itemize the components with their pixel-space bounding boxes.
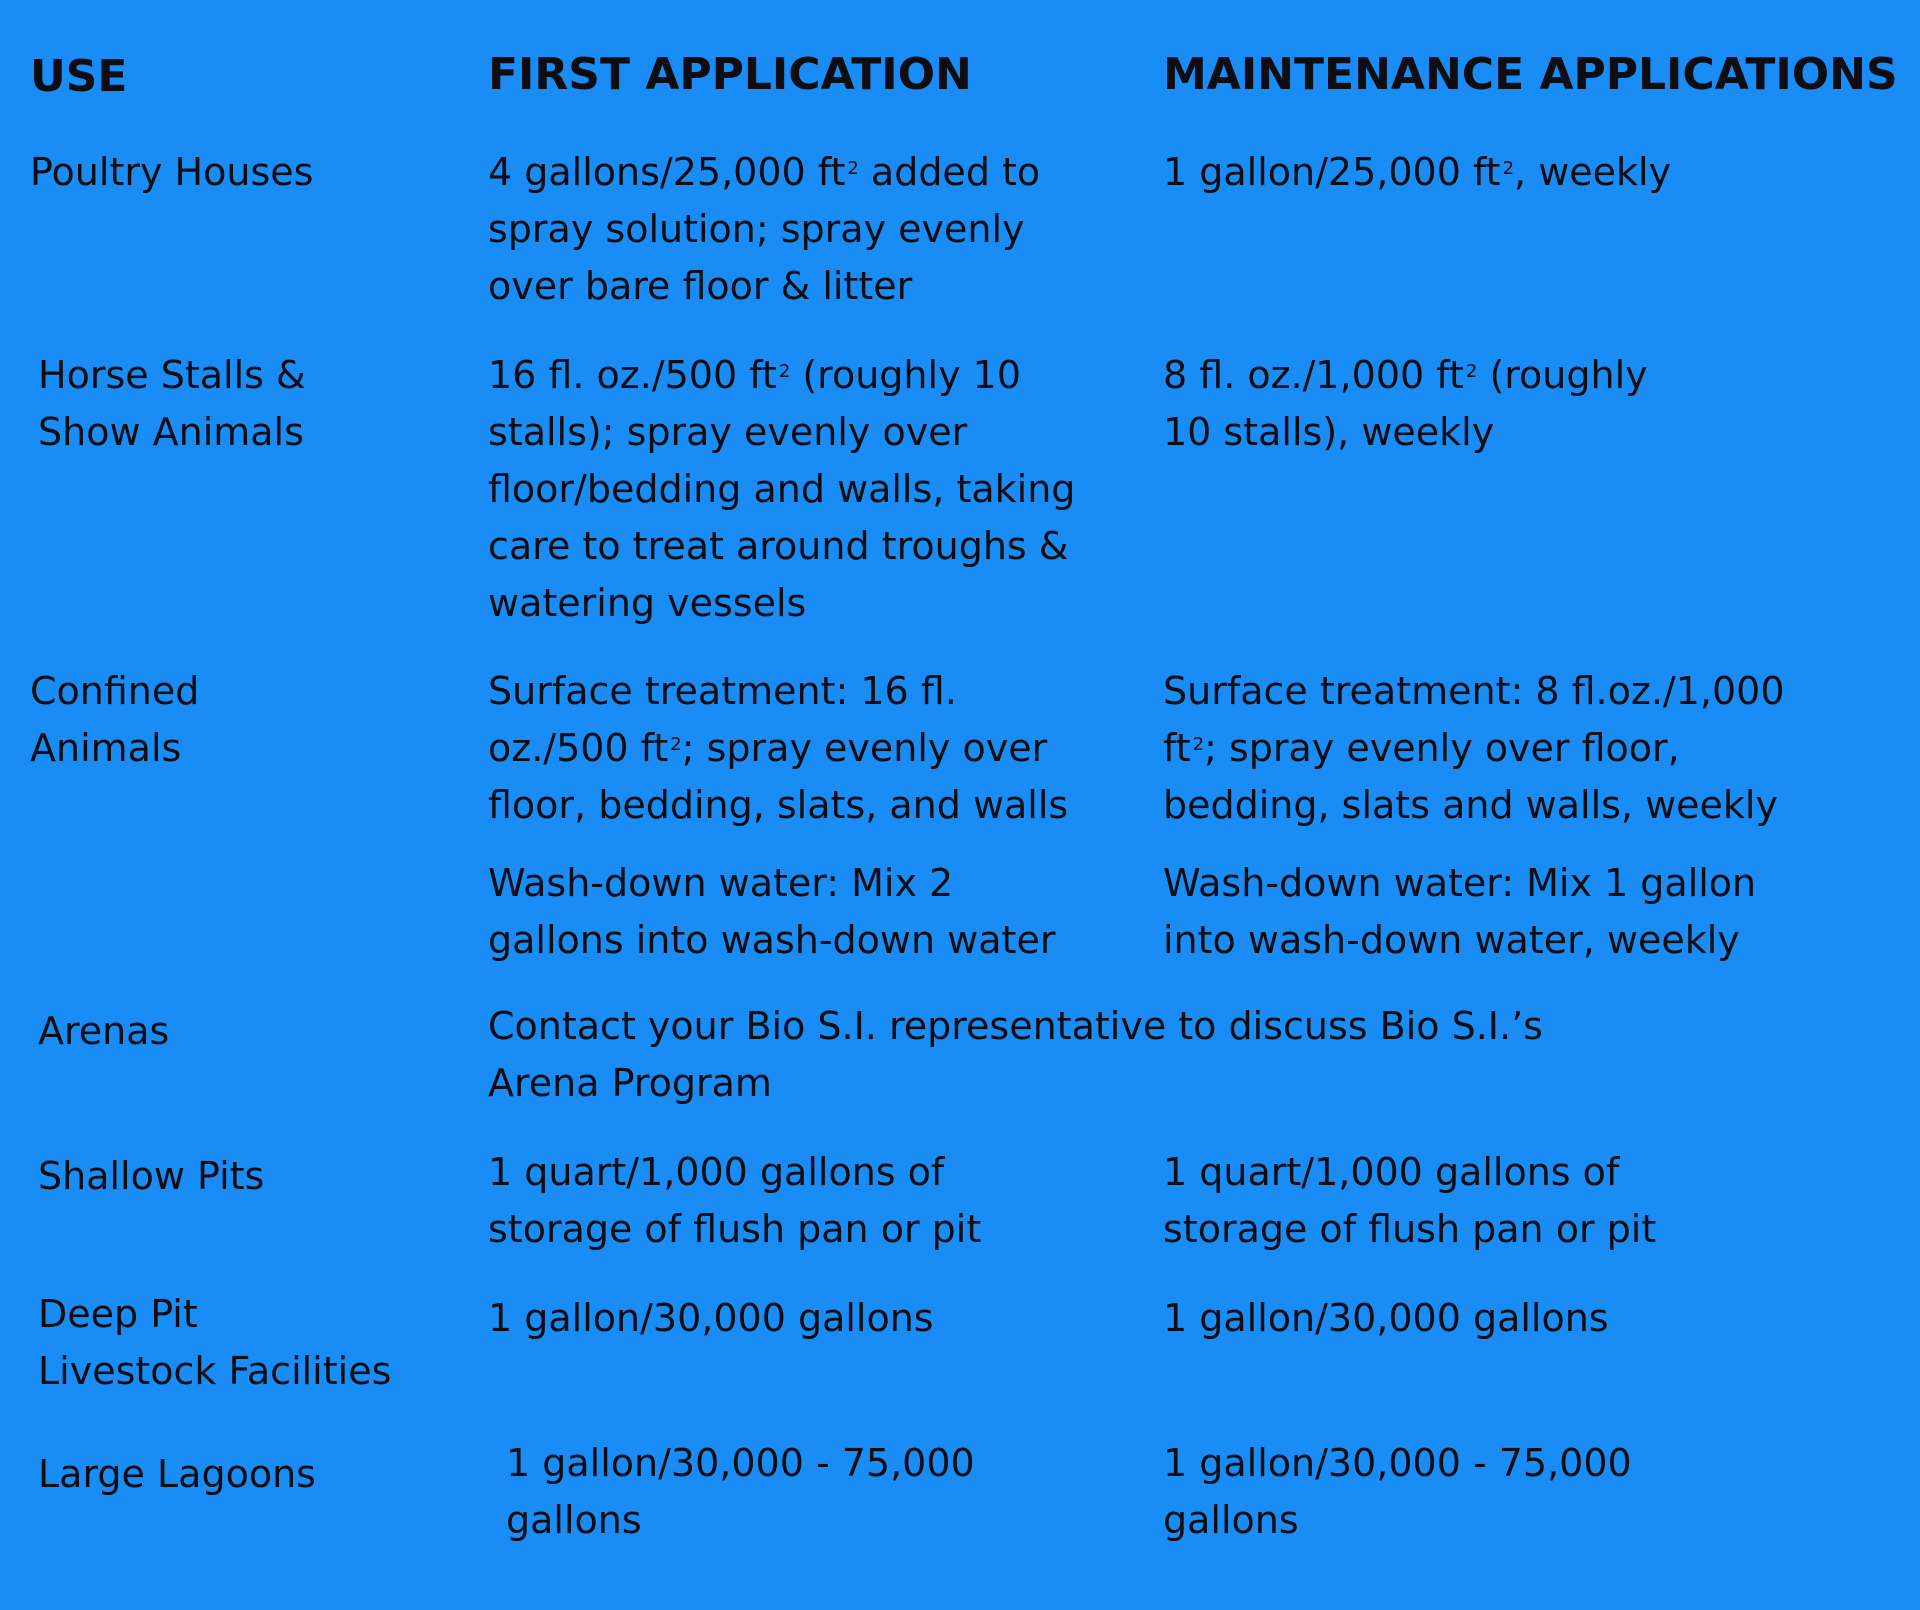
first-line: watering vessels xyxy=(488,581,807,625)
maintenance-confined-animals xyxy=(1163,663,1785,834)
use-line: Large Lagoons xyxy=(38,1452,316,1496)
text-segment: 4 gallons/25,000 ft xyxy=(488,150,846,194)
maintenance-deep-pit xyxy=(1163,1290,1609,1347)
first-line xyxy=(488,347,1075,404)
text-segment: 16 fl. oz./500 ft xyxy=(488,353,777,397)
maintenance-line xyxy=(1163,347,1648,404)
header-maintenance-applications: MAINTENANCE APPLICATIONS xyxy=(1163,49,1898,100)
header-first-application: FIRST APPLICATION xyxy=(488,49,972,100)
first-line: 1 gallon/30,000 - 75,000 xyxy=(506,1441,975,1485)
first-line: over bare floor & litter xyxy=(488,264,913,308)
maintenance-line: Surface treatment: 8 fl.oz./1,000 xyxy=(1163,669,1785,713)
first-large-lagoons xyxy=(506,1435,975,1549)
text-segment: ; spray evenly over xyxy=(681,726,1048,770)
superscript: 2 xyxy=(670,734,682,755)
use-line: Livestock Facilities xyxy=(38,1349,392,1393)
first-confined-animals xyxy=(488,663,1068,834)
maintenance-line: Wash-down water: Mix 1 gallon xyxy=(1163,861,1757,905)
text-segment: added to xyxy=(858,150,1041,194)
use-line: Poultry Houses xyxy=(30,150,314,194)
first-line: 1 gallon/30,000 gallons xyxy=(488,1296,934,1340)
use-arenas xyxy=(38,1003,169,1060)
first-line: care to treat around troughs & xyxy=(488,524,1069,568)
superscript: 2 xyxy=(847,158,859,179)
first-line: Surface treatment: 16 fl. xyxy=(488,669,957,713)
maintenance-line: bedding, slats and walls, weekly xyxy=(1163,783,1778,827)
use-line: Show Animals xyxy=(38,410,304,454)
first-line xyxy=(488,720,1068,777)
first-shallow-pits xyxy=(488,1144,981,1258)
first-line: storage of flush pan or pit xyxy=(488,1207,982,1251)
combined-line: Arena Program xyxy=(488,1061,772,1105)
use-confined-animals xyxy=(30,663,199,777)
maintenance-large-lagoons xyxy=(1163,1435,1632,1549)
first-line: floor, bedding, slats, and walls xyxy=(488,783,1069,827)
maintenance-line xyxy=(1163,720,1785,777)
maintenance-shallow-pits xyxy=(1163,1144,1656,1258)
use-deep-pit xyxy=(38,1286,391,1400)
maintenance-line xyxy=(1163,144,1671,201)
maintenance-horse-stalls xyxy=(1163,347,1648,461)
first-line: spray solution; spray evenly xyxy=(488,207,1025,251)
text-segment: 1 gallon/25,000 ft xyxy=(1163,150,1501,194)
maintenance-line: 1 gallon/30,000 - 75,000 xyxy=(1163,1441,1632,1485)
text-segment: 8 fl. oz./1,000 ft xyxy=(1163,353,1464,397)
header-use: USE xyxy=(30,51,128,102)
superscript: 2 xyxy=(1192,734,1205,755)
maintenance-line: 1 gallon/30,000 gallons xyxy=(1163,1296,1609,1340)
arenas-combined xyxy=(488,998,1543,1112)
text-segment: oz./500 ft xyxy=(488,726,669,770)
use-large-lagoons xyxy=(38,1446,316,1503)
text-segment: ; spray evenly over floor, xyxy=(1204,726,1680,770)
use-poultry-houses xyxy=(30,144,313,201)
use-line: Arenas xyxy=(38,1009,170,1053)
first-line: stalls); spray evenly over xyxy=(488,410,968,454)
first-horse-stalls xyxy=(488,347,1075,632)
use-line: Shallow Pits xyxy=(38,1154,265,1198)
use-shallow-pits xyxy=(38,1148,264,1205)
use-line: Confined xyxy=(30,669,200,713)
first-line: floor/bedding and walls, taking xyxy=(488,467,1076,511)
superscript: 2 xyxy=(778,361,791,382)
first-deep-pit xyxy=(488,1290,934,1347)
superscript: 2 xyxy=(1502,158,1515,179)
text-segment: ft xyxy=(1163,726,1191,770)
first-line: gallons xyxy=(506,1498,642,1542)
superscript: 2 xyxy=(1465,361,1478,382)
first-line: gallons into wash-down water xyxy=(488,918,1056,962)
combined-line: Contact your Bio S.I. representative to discuss Bio S.I.’s xyxy=(488,1004,1543,1048)
maintenance-poultry-houses xyxy=(1163,144,1671,201)
first-line: Wash-down water: Mix 2 xyxy=(488,861,954,905)
use-line: Animals xyxy=(30,726,182,770)
first-confined-washdown xyxy=(488,855,1055,969)
use-line: Deep Pit xyxy=(38,1292,198,1336)
text-segment: (roughly xyxy=(1477,353,1648,397)
maintenance-line: into wash-down water, weekly xyxy=(1163,918,1740,962)
maintenance-line: 10 stalls), weekly xyxy=(1163,410,1495,454)
first-line xyxy=(488,144,1040,201)
use-line: Horse Stalls & xyxy=(38,353,306,397)
text-segment: , weekly xyxy=(1514,150,1672,194)
maintenance-line: gallons xyxy=(1163,1498,1299,1542)
maintenance-line: 1 quart/1,000 gallons of xyxy=(1163,1150,1620,1194)
maintenance-confined-washdown xyxy=(1163,855,1756,969)
use-horse-stalls xyxy=(38,347,306,461)
maintenance-line: storage of flush pan or pit xyxy=(1163,1207,1657,1251)
first-line: 1 quart/1,000 gallons of xyxy=(488,1150,945,1194)
text-segment: (roughly 10 xyxy=(790,353,1021,397)
first-poultry-houses xyxy=(488,144,1040,315)
